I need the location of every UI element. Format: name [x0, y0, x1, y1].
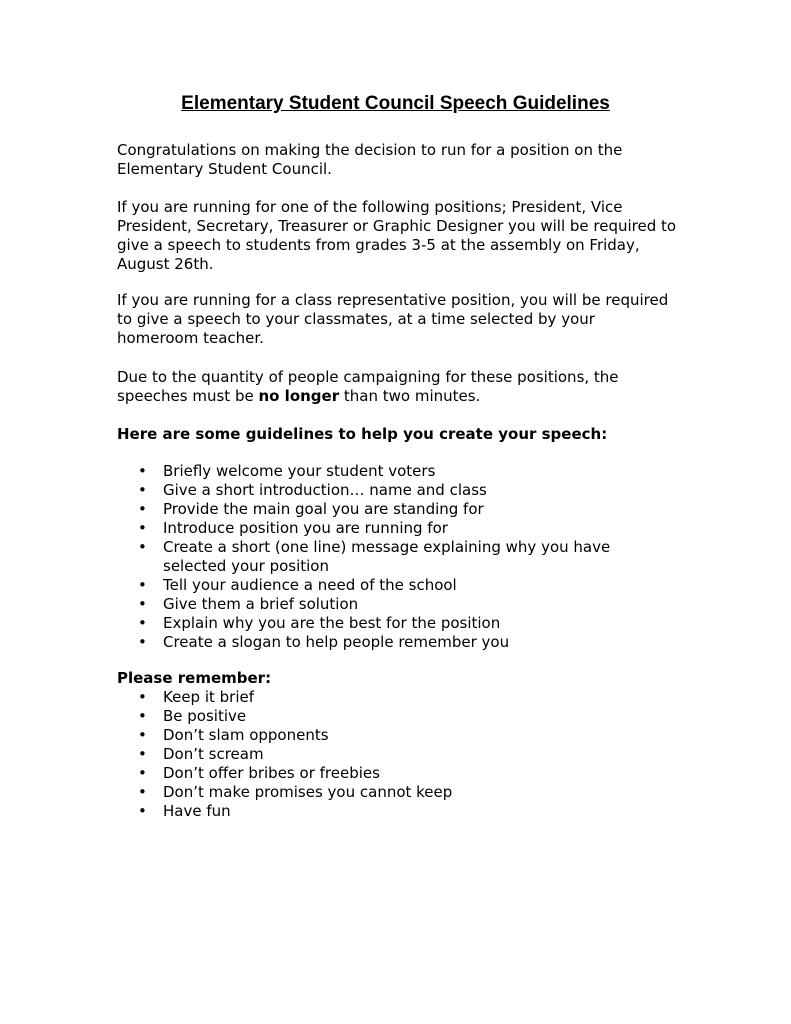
list-item-text: Briefly welcome your student voters — [163, 462, 436, 480]
guidelines-list — [0, 462, 663, 652]
list-item-text: Create a short (one line) message explaining why you have selected your position — [163, 538, 611, 575]
bullet-icon: • — [138, 688, 147, 706]
bullet-icon: • — [138, 519, 147, 537]
list-item-text: Introduce position you are running for — [163, 519, 448, 537]
list-item-text: Be positive — [163, 707, 247, 725]
positions-paragraph: If you are running for one of the following positions; President, Vice President, Secretary, Treasurer or Graphic Designer you will be required to give a speech to students from grades 3-5 at the assembly on Friday, August 26th. — [117, 198, 677, 273]
time-limit-text-end: than two minutes. — [339, 387, 481, 405]
list-item — [0, 707, 663, 726]
bullet-icon: • — [138, 707, 147, 725]
bullet-icon: • — [138, 783, 147, 801]
list-item — [0, 783, 663, 802]
remember-list — [0, 688, 663, 821]
bullet-icon: • — [138, 726, 147, 744]
list-item-text: Don’t scream — [163, 745, 264, 763]
list-item — [0, 633, 663, 652]
list-item-text: Don’t make promises you cannot keep — [163, 783, 453, 801]
list-item — [0, 538, 663, 576]
list-item — [0, 802, 663, 821]
list-item — [0, 462, 663, 481]
list-item — [0, 500, 663, 519]
list-item-text: Give a short introduction… name and class — [163, 481, 487, 499]
list-item-text: Don’t slam opponents — [163, 726, 329, 744]
list-item — [0, 764, 663, 783]
bullet-icon: • — [138, 802, 147, 820]
intro-paragraph: Congratulations on making the decision to run for a position on the Elementary Student Council. — [117, 141, 623, 178]
guidelines-heading: Here are some guidelines to help you create your speech: — [117, 425, 608, 443]
time-limit-paragraph — [117, 368, 677, 406]
bullet-icon: • — [138, 614, 147, 632]
list-item — [0, 576, 663, 595]
class-rep-paragraph: If you are running for a class representative position, you will be required to give a speech to your classmates, at a time selected by your homeroom teacher. — [117, 291, 669, 347]
bullet-icon: • — [138, 745, 147, 763]
list-item-text: Create a slogan to help people remember you — [163, 633, 510, 651]
list-item-text: Have fun — [163, 802, 231, 820]
list-item — [0, 614, 663, 633]
list-item-text: Explain why you are the best for the position — [163, 614, 501, 632]
bullet-icon: • — [138, 481, 147, 499]
list-item — [0, 481, 663, 500]
list-item — [0, 595, 663, 614]
bullet-icon: • — [138, 764, 147, 782]
bullet-icon: • — [138, 462, 147, 480]
list-item — [0, 745, 663, 764]
bullet-icon: • — [138, 538, 147, 556]
bullet-icon: • — [138, 500, 147, 518]
list-item — [0, 726, 663, 745]
list-item-text: Don’t offer bribes or freebies — [163, 764, 380, 782]
list-item — [0, 519, 663, 538]
list-item — [0, 688, 663, 707]
bullet-icon: • — [138, 595, 147, 613]
remember-heading: Please remember: — [117, 669, 272, 687]
list-item-text: Give them a brief solution — [163, 595, 359, 613]
time-limit-text-start: Due to the quantity of people campaigning for these positions, the speeches must be — [117, 368, 619, 405]
bullet-icon: • — [138, 576, 147, 594]
list-item-text: Keep it brief — [163, 688, 255, 706]
list-item-text: Tell your audience a need of the school — [163, 576, 457, 594]
list-item-text: Provide the main goal you are standing for — [163, 500, 484, 518]
document-title: Elementary Student Council Speech Guidelines — [181, 93, 610, 114]
bullet-icon: • — [138, 633, 147, 651]
time-limit-emphasis: no longer — [258, 387, 340, 405]
